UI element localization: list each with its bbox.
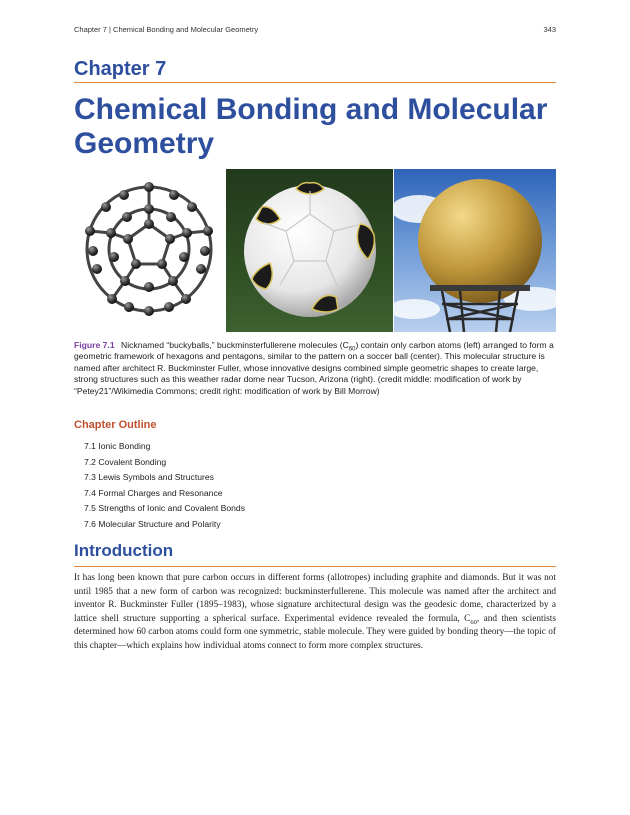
outline-item[interactable]: 7.5 Strengths of Ionic and Covalent Bonds — [84, 503, 245, 514]
radar-dome-image — [394, 169, 556, 332]
running-head: Chapter 7 | Chemical Bonding and Molecular Geometry — [74, 25, 259, 34]
soccer-ball-image — [226, 169, 393, 332]
intro-text-2: , and then scientists determined how 60 carbon atoms could form one symmetric, stable molecule. They were guided by bonding theory—the topic of this chapter—which explains how individual atoms connect to form more complex structures. — [74, 613, 556, 651]
caption-subscript: 60 — [348, 346, 356, 353]
outline-item[interactable]: 7.6 Molecular Structure and Polarity — [84, 518, 221, 529]
outline-item[interactable]: 7.1 Ionic Bonding — [84, 441, 151, 451]
introduction-rule — [74, 566, 556, 567]
intro-subscript: 60 — [470, 618, 477, 626]
page-number: 343 — [543, 25, 556, 34]
introduction-heading: Introduction — [74, 541, 174, 560]
figure-label: Figure 7.1 — [74, 340, 115, 350]
figure-7-1 — [74, 169, 556, 332]
caption-text-1: Nicknamed “buckyballs,” buckminsterfullerene molecules (C — [120, 340, 349, 350]
chapter-rule — [74, 82, 556, 83]
introduction-paragraph — [74, 572, 556, 654]
chapter-title: Chemical Bonding and Molecular Geometry — [74, 93, 548, 160]
chapter-outline-title: Chapter Outline — [74, 419, 157, 431]
outline-item[interactable]: 7.2 Covalent Bonding — [84, 456, 167, 467]
figure-caption — [74, 340, 556, 397]
chapter-label: Chapter 7 — [74, 58, 167, 80]
caption-text-2: ) contain only carbon atoms (left) arranged to form a geometric framework of hexagons and pentagons, similar to the pattern on a soccer ball (center). This molecular structure is named after architect R. Buckminster Fuller, whose innovative designs combined simple geometric shapes to create large, strong structures such as this weather radar dome near Tucson, Arizona (right). (credit middle: modification of work by “Petey21”/Wikimedia Commons; credit right: modification of work by Bill Morrow) — [74, 340, 554, 396]
intro-text-1: It has long been known that pure carbon occurs in different forms (allotropes) including graphite and diamonds. But it was not until 1985 that a new form of carbon was recognized: buckminsterfullerene. This molecule was named after the architect and inventor R. Buckminster Fuller (1895–1983), whose signature architectural design was the geodesic dome, characterized by a lattice shell structure supporting a spherical surface. Experimental evidence revealed the formula, C — [74, 573, 556, 624]
outline-item[interactable]: 7.3 Lewis Symbols and Structures — [84, 472, 214, 483]
chapter-outline-list — [84, 439, 245, 533]
outline-item[interactable]: 7.4 Formal Charges and Resonance — [84, 487, 223, 498]
buckyball-image — [74, 169, 225, 332]
